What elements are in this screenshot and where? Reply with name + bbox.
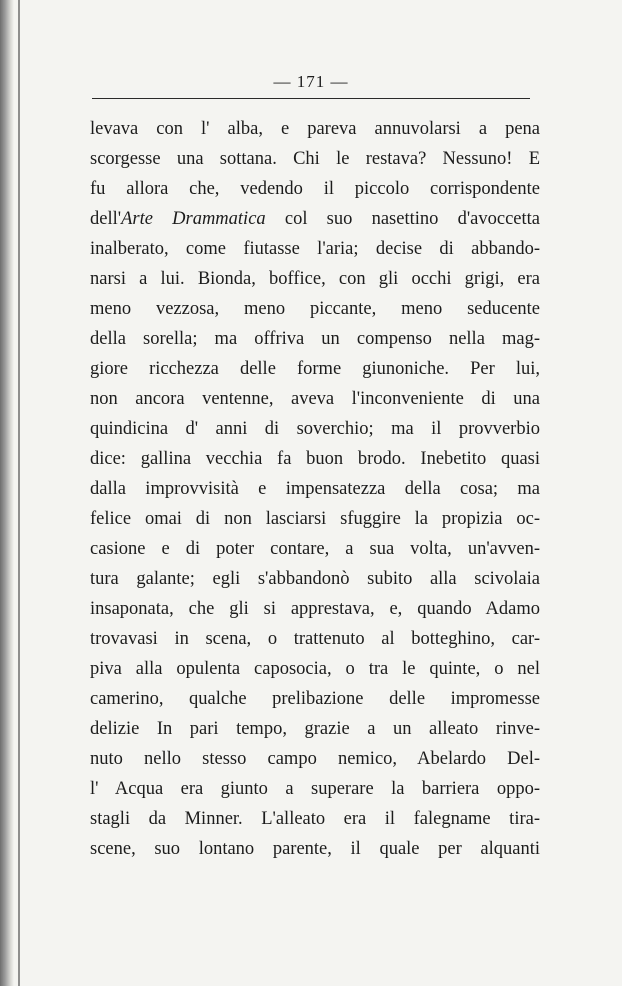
page-number: — 171 — <box>273 72 349 91</box>
page-edge-line <box>18 0 20 986</box>
italic-title: Arte Drammatica <box>121 209 266 229</box>
text-line: delizie In pari tempo, grazie a un alleato rinve- <box>90 719 540 739</box>
header-rule <box>92 98 530 99</box>
text-line: giore ricchezza delle forme giunoniche. Per lui, <box>90 359 540 379</box>
text-line: insaponata, che gli si apprestava, e, quando Adamo <box>90 599 540 619</box>
text-line: inalberato, come fiutasse l'aria; decise di abbando- <box>90 239 540 259</box>
text-line: dice: gallina vecchia fa buon brodo. Inebetito quasi <box>90 449 540 469</box>
body-text <box>90 114 540 864</box>
text-line: trovavasi in scena, o trattenuto al botteghino, car- <box>90 629 540 649</box>
text-line: non ancora ventenne, aveva l'inconveniente di una <box>90 389 540 409</box>
text-line: felice omai di non lasciarsi sfuggire la propizia oc- <box>90 509 540 529</box>
book-spine-shadow <box>0 0 14 986</box>
text-line: scorgesse una sottana. Chi le restava? Nessuno! E <box>90 149 540 169</box>
text-fragment: col suo nasettino d'avoccetta <box>265 209 540 229</box>
text-line: casione e di poter contare, a sua volta, un'avven- <box>90 539 540 559</box>
text-line: fu allora che, vedendo il piccolo corrispondente <box>90 179 540 199</box>
text-line <box>90 204 540 234</box>
text-line: dalla improvvisità e impensatezza della cosa; ma <box>90 479 540 499</box>
text-line: narsi a lui. Bionda, boffice, con gli occhi grigi, era <box>90 269 540 289</box>
text-line: tura galante; egli s'abbandonò subito alla scivolaia <box>90 569 540 589</box>
text-line: quindicina d' anni di soverchio; ma il provverbio <box>90 419 540 439</box>
text-line: meno vezzosa, meno piccante, meno seducente <box>90 299 540 319</box>
text-line: nuto nello stesso campo nemico, Abelardo Del- <box>90 749 540 769</box>
text-line: camerino, qualche prelibazione delle impromesse <box>90 689 540 709</box>
text-line: scene, suo lontano parente, il quale per alquanti <box>90 839 540 859</box>
text-line: levava con l' alba, e pareva annuvolarsi a pena <box>90 119 540 139</box>
text-line: l' Acqua era giunto a superare la barriera oppo- <box>90 779 540 799</box>
text-line: stagli da Minner. L'alleato era il falegname tira- <box>90 809 540 829</box>
text-fragment: dell' <box>90 209 122 229</box>
text-line: piva alla opulenta caposocia, o tra le quinte, o nel <box>90 659 540 679</box>
text-line: della sorella; ma offriva un compenso nella mag- <box>90 329 540 349</box>
